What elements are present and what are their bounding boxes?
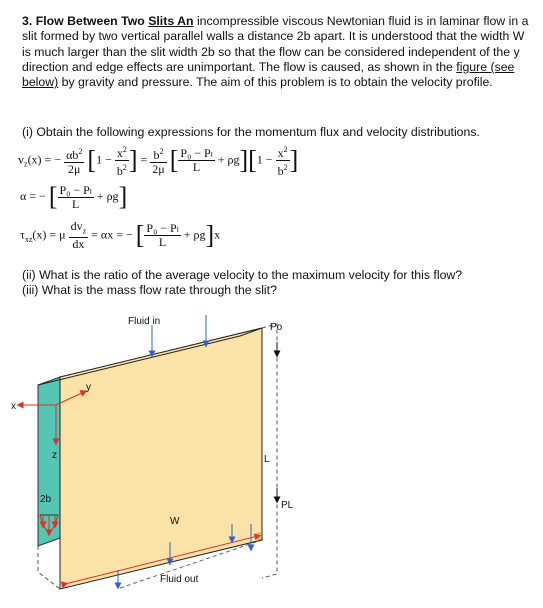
question-3: (iii) What is the mass flow rate through the slit? — [22, 283, 277, 297]
eq-2mu-2: 2μ — [152, 162, 165, 176]
problem-number: 3. — [22, 14, 33, 28]
eq-L-2: L — [71, 196, 80, 211]
equation-velocity: $v_z(x)$ = − $\frac{\alpha b^2}{2\mu}$ [1 − $\frac{x^2}{b^2}$ ] = $\frac{b^2}{2\mu}$ [ $\frac{\text{P₀ − Pₗ}}{L}$ + ρg][1 − $\frac{x^2}{b^2}$ ] — [18, 145, 299, 178]
label-2b: 2b — [40, 494, 52, 505]
label-g: g — [257, 530, 263, 541]
title-link-slits[interactable]: Slits — [148, 14, 175, 28]
eq-ab2: αb — [66, 148, 79, 162]
eq-equals: = — [140, 152, 148, 167]
eq-1-minus: 1 − — [96, 152, 112, 167]
questions-list — [22, 268, 462, 298]
eq-x-end: x — [214, 227, 221, 242]
problem-title: Flow Between Two — [35, 14, 149, 28]
question-1: (i) Obtain the following expressions for the momentum flux and velocity distributions. — [22, 125, 480, 139]
frac-p0pl-L-3 — [144, 222, 180, 249]
label-p0: Po — [270, 322, 283, 333]
frac-dvz-dx — [69, 220, 89, 251]
frac-ab2-2mu: $\frac{\alpha b^2}{2\mu}$ — [66, 147, 83, 176]
label-L: L — [264, 454, 270, 465]
frac-p0pl-L — [178, 147, 214, 174]
eq-dv-sub: z — [82, 226, 87, 236]
equation-momentum-flux: $\tau_{xz}(x) = \mu$ $\frac{dv_z}{dx}$ = αx = − [ $\frac{\text{P₀ − Pₗ}}{L}$ + ρg]x — [20, 219, 221, 252]
eq-L-3: L — [158, 235, 167, 250]
z-axis-label: z — [52, 450, 57, 461]
label-W: W — [170, 516, 180, 527]
eq-dv: dv — [70, 219, 83, 233]
eq-vz: v — [18, 152, 24, 167]
figure-link[interactable]: figure (see below) — [22, 59, 515, 90]
title-link-an[interactable]: An — [174, 14, 194, 28]
right-dashed — [262, 324, 277, 578]
eq-b-2: b — [153, 148, 160, 162]
frac-p0pl-L-2 — [58, 184, 94, 211]
eq-x: x — [116, 146, 123, 160]
question-2: (ii) What is the ratio of the average velocity to the maximum velocity for this flow? — [22, 268, 463, 282]
eq-alpha: α = − — [20, 188, 46, 203]
eq-plus-rho-g: + ρg — [217, 152, 240, 167]
problem-body-2: by gravity and pressure. The aim of this problem is to obtain the velocity profile. — [58, 75, 493, 90]
label-pl: PL — [281, 500, 294, 511]
front-wall — [60, 328, 262, 589]
eq-tau-arg: (x) = μ — [32, 227, 66, 242]
equation-alpha: α = − [ $\frac{\text{P₀ − Pₗ}}{L}$ + ρg] — [20, 182, 128, 211]
eq-tau: τ — [20, 227, 25, 242]
eq-plus-rho-g-3: + ρg — [183, 227, 206, 242]
y-axis-label: y — [86, 382, 91, 393]
eq-vz-arg: (x) = − — [27, 152, 62, 167]
frac-x2-b2-2: $\frac{x^2}{b^2}$ — [277, 145, 288, 178]
problem-statement — [22, 14, 532, 90]
eq-2mu: 2μ — [68, 162, 81, 176]
eq-1-minus-2: 1 − — [256, 152, 273, 167]
eq-plus-rho-g-2: + ρg — [96, 188, 119, 203]
eq-x-2: x — [277, 146, 284, 160]
eq-p0pl-3: P₀ − Pₗ — [146, 221, 179, 236]
slit-flow-diagram — [0, 310, 543, 608]
eq-dx: dx — [72, 237, 85, 252]
eq-b: b — [116, 164, 123, 178]
left-dashed — [38, 546, 60, 589]
fluid-in-label: Fluid in — [128, 316, 161, 327]
frac-b2-2mu: $\frac{b^2}{2\mu}$ — [152, 147, 165, 176]
eq-p0pl: P₀ − Pₗ — [180, 146, 213, 160]
eq-tau-sub: xz — [24, 234, 33, 244]
problem-body-1: incompressible viscous Newtonian fluid is in laminar flow in a slit formed by two vertical parallel walls a distance 2b apart. It is understood that the width W is much larger than the slit width 2b so that the flow can be considered independent of the y direction and edge effects are unimportant. The flow is caused, as shown in the — [22, 14, 529, 74]
eq-b-3: b — [277, 164, 284, 178]
eq-vz-sub: z — [24, 159, 28, 169]
eq-L: L — [192, 160, 201, 174]
eq-p0pl-2: P₀ − Pₗ — [59, 182, 92, 197]
eq-alpha-x: = αx = − — [91, 227, 133, 242]
frac-x2-b2: $\frac{x^2}{b^2}$ — [116, 145, 127, 178]
x-axis-label: x — [11, 401, 16, 412]
fluid-out-label: Fluid out — [160, 574, 199, 585]
